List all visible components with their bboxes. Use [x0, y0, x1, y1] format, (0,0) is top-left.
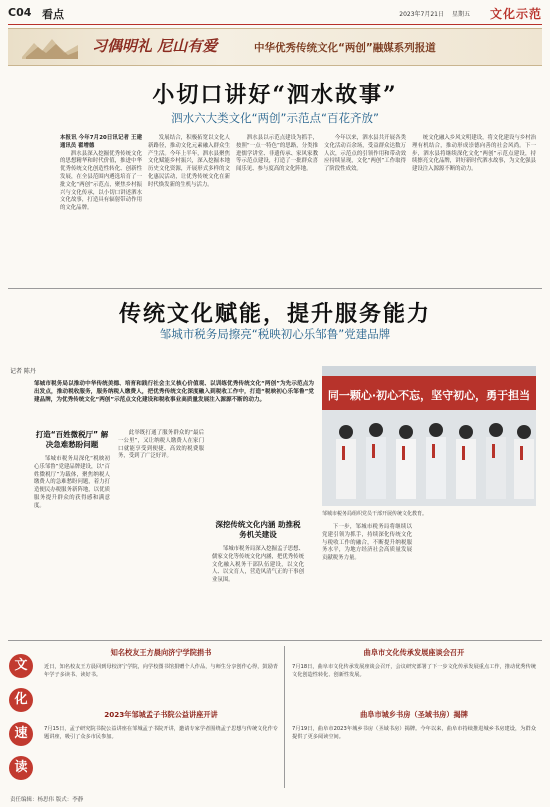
- photo-banner-text: 同一颗心·初心不忘，坚守初心，勇于担当: [327, 389, 531, 402]
- article1-subheadline: 泗水六大类文化“两创”示范点“百花齐放”: [171, 111, 379, 125]
- banner-calligraphy: 习偶明礼 尼山有爱: [92, 37, 218, 55]
- masthead: [8, 6, 542, 25]
- article1-column-2: [148, 135, 230, 190]
- article2-column-3: [212, 546, 304, 585]
- article1-byline: 本报讯 今年7月20日讯记者 王建 通讯员 翟增德: [60, 135, 142, 149]
- mountain-decoration-icon: [22, 35, 78, 59]
- news-item-3-title: 曲阜市文化传承发展座谈会召开: [363, 648, 465, 657]
- article1-column-4: [324, 135, 406, 174]
- article2-headline: 传统文化赋能，提升服务能力: [118, 301, 431, 327]
- banner-title: 中华优秀传统文化“两创”融媒系列报道: [254, 42, 436, 54]
- brand-logo: 文化示范: [489, 7, 542, 21]
- issue-weekday: 星期五: [451, 11, 470, 18]
- article2-column-1: [34, 456, 110, 511]
- article2-text: 此举既打通了服务群众的“最后一公里”，又让纳税人缴费人在家门口就能享受到便捷、高效的税费服务，受到了广泛好评。: [118, 430, 204, 460]
- article1-column-3: [236, 135, 318, 174]
- section-name: 看点: [42, 8, 64, 21]
- news-item-2-title: 2023年邹城孟子书院公益讲座开讲: [104, 710, 218, 719]
- article2-photo: [322, 366, 536, 506]
- news-item-1-body: 近日，知名校友王方晨回到母校济宁学院，向学校图书馆捐赠个人作品，与师生分享创作心得，鼓励青年学子多读书、读好书。: [44, 664, 278, 678]
- section-divider: [8, 640, 542, 641]
- label-char: 文: [9, 654, 33, 678]
- page-footer: 责任编辑：杨思伟 版式：李静: [10, 797, 84, 803]
- article2-column-4: [322, 524, 412, 563]
- article2-lead: 邹城市税务局以推动中华传统美德、培育和践行社会主义核心价值观、以训练优秀传统文化“两创”为先示范点为出发点，推动税收服务，服务纳税人缴费人，把优秀传统文化深度融入到税收工作中，打造“税映初心乐邹鲁”党建品牌，为优秀传统文化“两创”示范点文化建设和税收事业高质量发展注入源源不断的动力。: [34, 381, 314, 403]
- news-item-2-body: 7月15日，孟子研究院书院公益讲座在邹城孟子书院开讲，邀请专家学者围绕孟子思想与传统文化作专题讲座，吸引了众多市民参加。: [44, 726, 278, 740]
- culture-news-label: [8, 648, 36, 788]
- label-char: 读: [9, 756, 33, 780]
- series-banner: [8, 28, 542, 66]
- group-photo-image: [322, 366, 536, 506]
- label-char: 速: [9, 722, 33, 746]
- issue-date: 2023年7月21日: [399, 11, 444, 18]
- article1-column-5: [412, 135, 536, 174]
- article2-column-2: [118, 430, 204, 461]
- article1-text: 泗水县以示范点建设为抓手，按照“一点一特色”的思路，分类推进儒学讲堂、非遗传承、家风家教等示范点建设，打造了一批群众喜闻乐见、参与度高的文化阵地。: [236, 135, 318, 173]
- news-item-4-body: 7月19日，曲阜市2023年城乡书房（圣域书房）揭牌。今年以来，曲阜市持续推进城乡书房建设，为群众提供了更多阅读空间。: [292, 726, 536, 740]
- photo-caption: 邹城市税务局组织党员干部开展传统文化教育。: [322, 511, 428, 517]
- article2-text: 邹城市税务局深入挖掘孟子思想、儒家文化等传统文化内涵，把优秀传统文化融入税务干部队伍建设，以文化人、以文育人，营造风清气正的干事创业氛围。: [212, 546, 304, 584]
- section-code: C04: [8, 6, 32, 19]
- news-item-4-title: 曲阜市城乡书房（圣域书房）揭牌: [360, 710, 468, 719]
- article1-column-1: [60, 135, 142, 213]
- article2-subhead-left: 打造“百姓微税厅” 解决急难愁盼问题: [35, 430, 109, 449]
- article1-text: 统文化融入乡风文明建设，将文化建设与乡村治理有机结合，推动形成崇德向善的社会风尚。下一步，泗水县将继续深化文化“两创”示范点建设，持续擦亮文化品牌，讲好新时代泗水故事，为文化强县建设注入源源不断的动力。: [412, 135, 537, 173]
- label-char: 化: [9, 688, 33, 712]
- news-item-1-title: 知名校友王方晨向济宁学院捐书: [110, 648, 212, 657]
- column-divider: [284, 646, 285, 788]
- section-divider: [8, 288, 542, 289]
- article2-subheadline: 邹城市税务局擦亮“税映初心乐邹鲁”党建品牌: [159, 327, 391, 341]
- article1-text: 发展结合，积极拓宽以文化人新路径，推动文化元素融入群众生产生活。今年上半年，泗水县聚焦文化赋能乡村振兴，深入挖掘本地历史文化资源，开展形式多样的文化惠民活动，让优秀传统文化在新时代焕发新的生机与活力。: [148, 135, 230, 188]
- article2-text: 下一步，邹城市税务局将继续以党建引领为抓手，持续深化传统文化与税收工作的融合，不断提升纳税服务水平，为地方经济社会高质量发展贡献税务力量。: [322, 524, 412, 562]
- article1-text: 泗水县深入挖掘优秀传统文化的思想精华和时代价值，推进中华优秀传统文化创造性转化、创新性发展，在全县范围内遴选培育了一批文化“两创”示范点，聚焦乡村振兴与文化传承，以小切口讲述泗水文化故事，打造具有辐射带动作用的文化品牌。: [60, 150, 142, 212]
- article2-subhead-mid: 深挖传统文化内涵 助推税务机关建设: [215, 520, 301, 539]
- article1-headline: 小切口讲好“泗水故事”: [152, 82, 398, 108]
- news-item-3-body: 7月18日，曲阜市文化传承发展座谈会召开，会议研究部署了下一步文化传承发展重点工作，推动优秀传统文化创造性转化、创新性发展。: [292, 664, 536, 678]
- article2-text: 邹城市税务局深化“税映初心乐邹鲁”党建品牌建设，以“百姓微税厅”为载体，聚焦纳税人缴费人的急难愁盼问题，着力打造便民办税服务新阵地，以优质服务提升群众的获得感和满意度。: [34, 456, 110, 509]
- article1-text: 今年以来，泗水县共开展各类文化活动百余场，受益群众达数万人次，示范点的引领作用和带动效应持续显现，文化“两创”工作取得了阶段性成效。: [324, 135, 406, 173]
- article2-reporter: 记者 陈丹: [10, 368, 36, 375]
